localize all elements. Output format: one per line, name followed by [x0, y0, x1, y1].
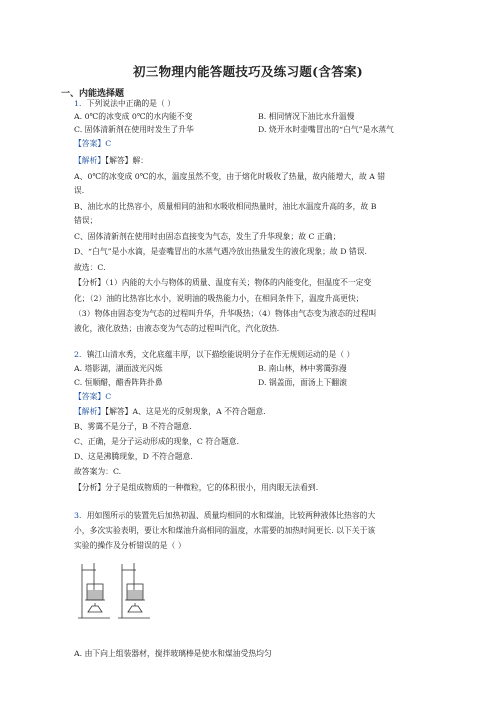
analysis-head-text: 【解答】解：: [105, 156, 149, 165]
page-title: 初三物理内能答题技巧及练习题(含答案): [132, 64, 364, 79]
q2-option-a: A. 塔影湖，湖面波光闪烁: [74, 364, 163, 373]
q1-option-c: C. 固体清新剂在使用时发生了升华: [74, 125, 194, 134]
q1-comment-4: 液化，液化放热；由液态变为气态的过程叫汽化，汽化放热.: [74, 324, 280, 333]
q2-analysis-c: C、正确，是分子运动形成的现象，C 符合题意.: [74, 437, 240, 446]
question-1-stem: [74, 98, 175, 109]
q1-analysis-c: C、固体清新剂在使用时由固态直接变为气态，发生了升华现象；故 C 正确；: [74, 232, 341, 241]
q1-conclusion: 故选：C.: [74, 263, 106, 272]
q1-analysis-a: A、0℃的冰变成 0℃的水，温度虽然不变，由于熔化时吸收了热量，故内能增大，故 A 错: [74, 172, 386, 181]
q2-answer: [74, 391, 111, 402]
q2-option-c: C. 恒顺醋，醋香阵阵扑鼻: [74, 378, 163, 387]
analysis-tag: 【解析】: [74, 156, 106, 165]
q2-option-d: D. 锅盖面，面汤上下翻滚: [258, 378, 347, 387]
q3-stem-line-2: 小，多次实验表明，要让水和煤油升高相同的温度，水需要的加热时间更长. 以下关于该: [74, 526, 376, 535]
q1-analysis-a-cont: 误.: [74, 186, 85, 195]
question-2-stem: [74, 349, 354, 360]
q2-comment: 【分析】分子是组成物质的一种微粒，它的体积很小，用肉眼无法看到.: [74, 483, 319, 492]
q1-comment-2: 化；（2）油的比热容比水小，说明油的吸热能力小，在相同条件下，温度升高更快；: [74, 294, 364, 303]
question-text: 下列说法中正确的是（ ）: [86, 99, 176, 108]
question-3-stem: [74, 510, 375, 521]
q1-answer: [74, 138, 111, 149]
q2-option-b: B. 南山林，林中雾霭弥漫: [258, 364, 347, 373]
q1-analysis-b-cont: 错误；: [74, 216, 98, 225]
q2-analysis-a: [74, 406, 266, 417]
q1-option-d: D. 烧开水时壶嘴冒出的“白气”是水蒸气: [258, 125, 394, 134]
q1-option-b: B. 相同情况下油比水升温慢: [258, 112, 355, 121]
answer-tag: 【答案】: [74, 392, 106, 401]
q1-analysis-d: D、“白气”是小水滴，是壶嘴冒出的水蒸气遇冷放出热量发生的液化现象；故 D 错误.: [74, 247, 367, 256]
question-number: 3．: [74, 511, 87, 520]
q2-conclusion: 故答案为：C.: [74, 467, 122, 476]
analysis-a-text: 【解答】A、这是光的反射现象，A 不符合题意.: [105, 407, 266, 416]
q1-comment-3: （3）物体由固态变为气态的过程叫升华，升华吸热；（4）物体由气态变为液态的过程叫: [74, 309, 377, 318]
answer-value: C: [105, 392, 112, 401]
answer-tag: 【答案】: [74, 139, 106, 148]
q3-stem-line-3: 实验的操作及分析错误的是（ ）: [74, 541, 186, 550]
section-heading: 一、内能选择题: [61, 89, 125, 99]
question-number: 2．: [74, 350, 87, 359]
analysis-tag: 【解析】: [74, 407, 106, 416]
q1-option-a: A. 0℃的冰变成 0℃的水内能不变: [74, 112, 193, 121]
q1-analysis-b: B、油比水的比热容小，质量相同的油和水吸收相同热量时，油比水温度升高的多，故 B: [74, 202, 377, 211]
question-text: 镇江山清水秀，文化底蕴丰厚，以下描绘能说明分子在作无规则运动的是（ ）: [86, 350, 355, 359]
q3-option-a: A. 由下向上组装器材，搅拌玻璃棒是使水和煤油受热均匀: [74, 649, 272, 658]
experiment-apparatus-figure: [74, 560, 154, 620]
q1-analysis-head: [74, 155, 148, 166]
question-number: 1．: [74, 99, 87, 108]
q1-comment-1: 【分析】（1）内能的大小与物体的质量、温度有关；物体的内能变化，但温度不一定变: [74, 278, 372, 287]
question-text: 用如图所示的装置先后加热初温、质量均相同的水和煤油，比较两种液体比热容的大: [86, 511, 376, 520]
q2-analysis-d: D、这是沸腾现象，D 不符合题意.: [74, 452, 193, 461]
q2-analysis-b: B、雾霭不是分子，B 不符合题意.: [74, 422, 192, 431]
answer-value: C: [105, 139, 112, 148]
